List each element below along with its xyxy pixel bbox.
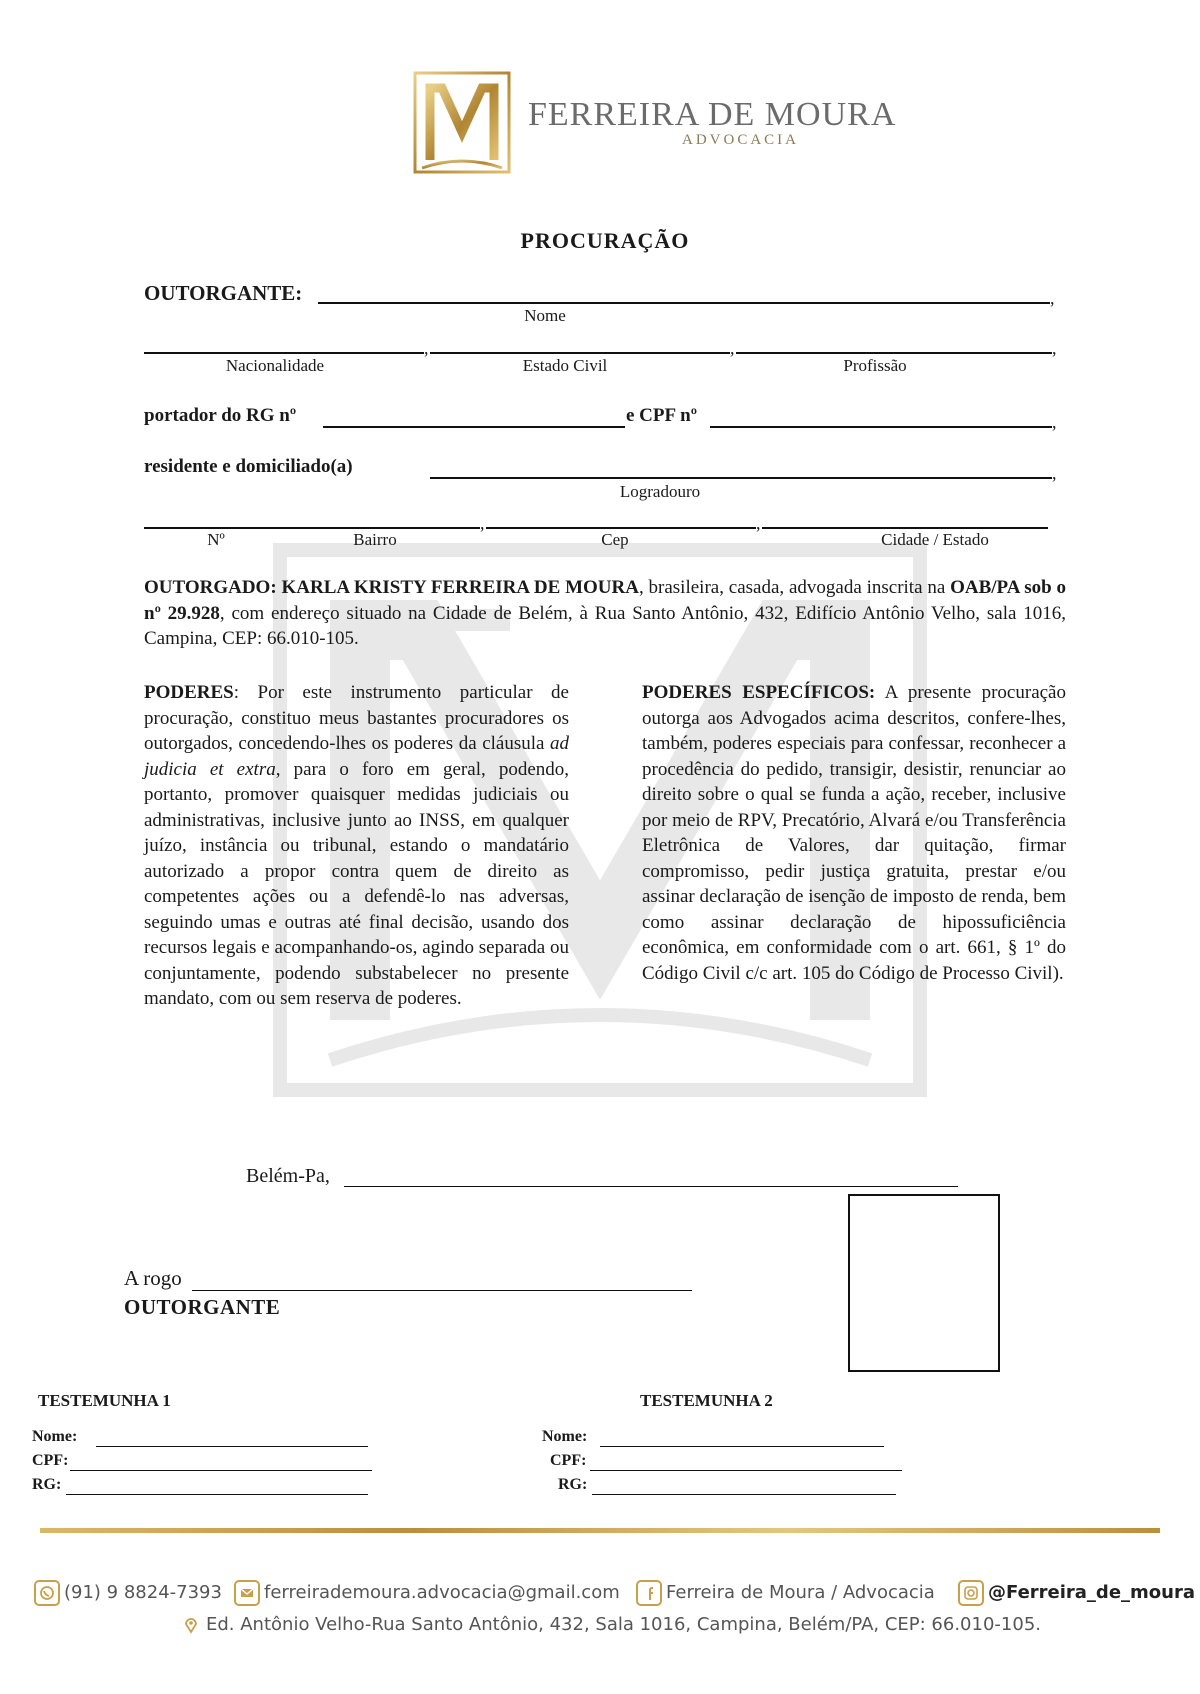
caption-nacionalidade: Nacionalidade <box>225 356 325 375</box>
outorgado-name: KARLA KRISTY FERREIRA DE MOURA <box>281 577 639 598</box>
caption-bairro: Bairro <box>353 530 397 549</box>
outorgado-paragraph <box>144 575 1066 652</box>
outorgante-signature-label: OUTORGANTE <box>124 1295 281 1319</box>
numero-bairro-line[interactable] <box>144 527 480 529</box>
location-icon <box>180 1614 202 1636</box>
rg-label: portador do RG nº <box>144 405 297 426</box>
witness-1-cpf-line[interactable] <box>70 1470 372 1471</box>
footer-gold-rule <box>40 1528 1160 1533</box>
comma: , <box>1052 338 1057 358</box>
poderes-label: PODERES <box>144 682 234 703</box>
witness-2-nome-label: Nome: <box>542 1428 588 1445</box>
rogo-signature-line[interactable] <box>192 1290 692 1291</box>
witness-2-cpf-line[interactable] <box>590 1470 902 1471</box>
witness-2-rg-line[interactable] <box>592 1494 896 1495</box>
comma: , <box>1052 463 1057 483</box>
document-title: PROCURAÇÃO <box>520 228 690 253</box>
comma: , <box>1050 288 1055 308</box>
residente-label: residente e domiciliado(a) <box>144 456 353 477</box>
footer-instagram[interactable] <box>958 1580 1195 1606</box>
witness-1-rg-line[interactable] <box>66 1494 368 1495</box>
witness-1-nome-line[interactable] <box>96 1446 368 1447</box>
email-icon <box>234 1580 260 1606</box>
caption-estado-civil: Estado Civil <box>522 356 608 375</box>
comma: , <box>480 513 485 533</box>
cep-line[interactable] <box>486 527 756 529</box>
outorgante-label: OUTORGANTE: <box>144 281 303 305</box>
footer-address-text: Ed. Antônio Velho-Rua Santo Antônio, 432, Sala 1016, Campina, Belém/PA, CEP: 66.010-105. <box>206 1614 1041 1635</box>
logo <box>412 70 512 175</box>
comma: , <box>756 513 761 533</box>
logradouro-line[interactable] <box>430 477 1052 479</box>
cpf-label: e CPF nº <box>626 405 697 426</box>
comma: , <box>730 338 735 358</box>
rg-line[interactable] <box>323 426 625 428</box>
comma: , <box>424 338 429 358</box>
witness-1-nome-label: Nome: <box>32 1428 78 1445</box>
footer-address <box>180 1614 1041 1636</box>
footer-facebook-text: Ferreira de Moura / Advocacia <box>666 1582 935 1603</box>
brand-name: FERREIRA DE MOURA <box>528 96 897 133</box>
nacionalidade-line[interactable] <box>144 352 424 354</box>
photo-box <box>848 1194 1000 1372</box>
caption-nome: Nome <box>524 306 566 325</box>
witness-1-rg-label: RG: <box>32 1476 62 1493</box>
outorgado-text: , brasileira, casada, advogada inscrita na <box>638 577 951 598</box>
poderes-text: , para o foro em geral, podendo, portanto, promover quaisquer medidas judiciais ou administrativas, inclusive junto ao INSS, em qualquer juízo, instância ou tribunal, estando o mandatário autorizado a propor contra quem de direito as competentes ações ou a defendê-lo nas adversas, seguindo umas e outras até final decisão, usando dos recursos legais e acompanhando-os, agindo separada ou conjuntamente, podendo substabelecer no presente mandato, com ou sem reserva de poderes. <box>144 758 569 1009</box>
comma: , <box>1052 412 1057 432</box>
facebook-icon <box>636 1580 662 1606</box>
outorgado-label: OUTORGADO: <box>144 577 277 598</box>
brand-subtitle: ADVOCACIA <box>682 132 799 148</box>
witness-2-title: TESTEMUNHA 2 <box>640 1391 773 1410</box>
witness-1-cpf-label: CPF: <box>32 1452 69 1469</box>
witness-2-nome-line[interactable] <box>600 1446 884 1447</box>
footer-email[interactable] <box>234 1580 620 1606</box>
footer-phone-text: (91) 9 8824-7393 <box>64 1582 222 1603</box>
estado-civil-line[interactable] <box>430 352 730 354</box>
caption-profissao: Profissão <box>843 356 907 375</box>
whatsapp-icon <box>34 1580 60 1606</box>
witness-2-cpf-label: CPF: <box>550 1452 587 1469</box>
especificos-label: PODERES ESPECÍFICOS: <box>642 682 876 703</box>
caption-logradouro: Logradouro <box>619 482 701 501</box>
witness-2-rg-label: RG: <box>558 1476 588 1493</box>
place-label: Belém-Pa, <box>246 1165 330 1187</box>
poderes-paragraph <box>144 680 569 1012</box>
footer-instagram-text: @Ferreira_de_moura <box>988 1582 1195 1603</box>
poderes-especificos-paragraph <box>642 680 1066 986</box>
rogo-label: A rogo <box>124 1266 182 1290</box>
poderes-clause: ad judicia et extra <box>144 733 569 780</box>
footer-facebook[interactable] <box>636 1580 935 1606</box>
footer-phone[interactable] <box>34 1580 222 1606</box>
witness-1-title: TESTEMUNHA 1 <box>38 1391 171 1410</box>
outorgado-text: , com endereço situado na Cidade de Belém, à Rua Santo Antônio, 432, Edifício Antônio Velho, sala 1016, Campina, CEP: 66.010-105. <box>144 602 1066 649</box>
cidade-line[interactable] <box>762 527 1048 529</box>
instagram-icon <box>958 1580 984 1606</box>
caption-cidade: Cidade / Estado <box>881 530 989 549</box>
outorgado-oab: OAB/PA sob o nº 29.928 <box>144 577 1067 624</box>
outorgante-name-line[interactable] <box>318 302 1050 304</box>
logo-monogram-icon <box>412 70 512 175</box>
cpf-line[interactable] <box>710 426 1052 428</box>
footer-email-text: ferreirademoura.advocacia@gmail.com <box>264 1582 620 1603</box>
caption-numero: Nº <box>207 530 225 549</box>
poderes-text: : Por este instrumento particular de procuração, constituo meus bastantes procuradores os outorgados, concedendo-lhes os poderes da cláusula <box>144 682 569 754</box>
date-line[interactable] <box>344 1186 958 1187</box>
caption-cep: Cep <box>601 530 629 549</box>
profissao-line[interactable] <box>736 352 1052 354</box>
especificos-text: A presente procuração outorga aos Advogados acima descritos, confere-lhes, também, poderes especiais para confessar, reconhecer a procedência do pedido, transigir, desistir, renunciar ao direito sobre o qual se funda a ação, receber, inclusive por meio de RPV, Precatório, Alvará e/ou Transferência Eletrônica de Valores, dar quitação, firmar compromisso, pedir justiça gratuita, prestar e/ou assinar declaração de isenção de imposto de renda, bem como assinar declaração de hipossuficiência econômica, em conformidade com o art. 661, § 1º do Código Civil c/c art. 105 do Código de Processo Civil). <box>642 682 1066 984</box>
